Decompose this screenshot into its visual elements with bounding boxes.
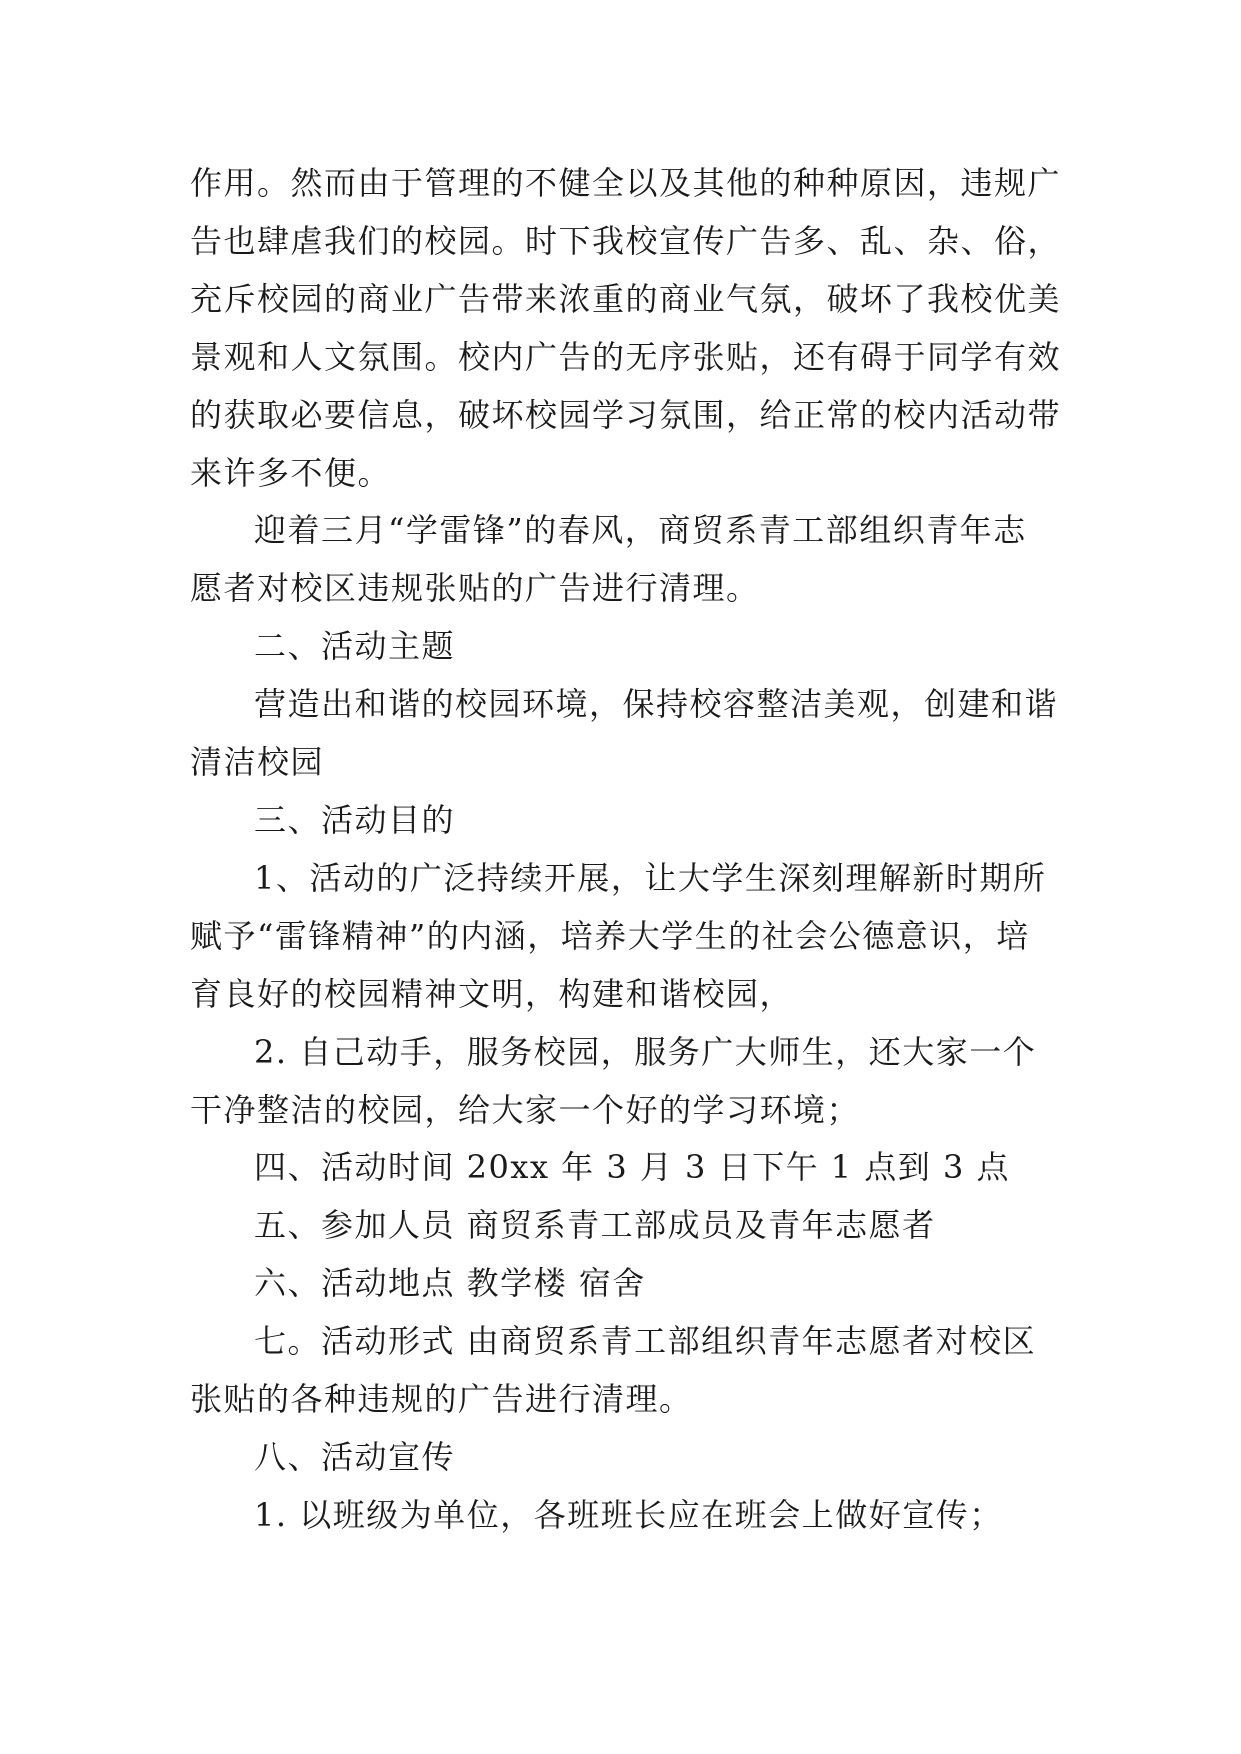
text-line: 营造出和谐的校园环境，保持校容整洁美观，创建和谐 [254, 685, 1059, 724]
text-line: 清洁校园 [190, 743, 325, 782]
text-line: 赋予“雷锋精神”的内涵，培养大学生的社会公德意识，培 [190, 916, 1030, 955]
text-line: 四、活动时间 20xx 年 3 月 3 日下午 1 点到 3 点 [254, 1148, 1010, 1187]
section-heading-purpose [190, 792, 1070, 850]
section-participants [190, 1197, 1070, 1255]
text-line: 育良好的校园精神文明，构建和谐校园， [190, 974, 794, 1013]
text-line: 的获取必要信息，破坏校园学习氛围，给正常的校内活动带 [190, 395, 1062, 434]
text-line: 干净整洁的校园，给大家一个好的学习环境； [190, 1090, 861, 1129]
text-line: 五、参加人员 商贸系青工部成员及青年志愿者 [254, 1206, 936, 1245]
text-line: 八、活动宣传 [254, 1437, 456, 1476]
paragraph-purpose-1 [190, 850, 1070, 1024]
text-line: 三、活动目的 [254, 800, 456, 839]
text-line: 张贴的各种违规的广告进行清理。 [190, 1380, 693, 1419]
paragraph-purpose-2 [190, 1024, 1070, 1140]
text-line: 七。活动形式 由商贸系青工部组织青年志愿者对校区 [254, 1322, 1037, 1361]
text-line: 景观和人文氛围。校内广告的无序张贴，还有碍于同学有效 [190, 337, 1062, 376]
section-location [190, 1255, 1070, 1313]
section-heading-theme [190, 618, 1070, 676]
text-line: 愿者对校区违规张贴的广告进行清理。 [190, 569, 760, 608]
text-line: 来许多不便。 [190, 453, 392, 492]
section-heading-publicity [190, 1429, 1070, 1487]
section-time [190, 1139, 1070, 1197]
text-line: 作用。然而由于管理的不健全以及其他的种种原因，违规广 [190, 164, 1062, 202]
paragraph-theme [190, 676, 1070, 792]
text-line: 1. 以班级为单位，各班班长应在班会上做好宣传； [254, 1495, 1003, 1534]
text-line: 六、活动地点 教学楼 宿舍 [254, 1264, 646, 1303]
document-body [190, 155, 1070, 1545]
text-line: 1、活动的广泛持续开展，让大学生深刻理解新时期所 [254, 858, 1047, 897]
text-line: 迎着三月“学雷锋”的春风，商贸系青工部组织青年志 [254, 511, 1027, 550]
text-line: 充斥校园的商业广告带来浓重的商业气氛，破坏了我校优美 [190, 279, 1062, 318]
section-format [190, 1313, 1070, 1429]
text-line: 二、活动主题 [254, 627, 456, 666]
text-line: 2. 自己动手，服务校园，服务广大师生，还大家一个 [254, 1032, 1037, 1071]
text-line: 告也肆虐我们的校园。时下我校宣传广告多、乱、杂、俗， [190, 221, 1062, 260]
paragraph-intro [190, 502, 1070, 618]
paragraph-publicity-1 [190, 1487, 1070, 1545]
paragraph-background [190, 155, 1070, 502]
